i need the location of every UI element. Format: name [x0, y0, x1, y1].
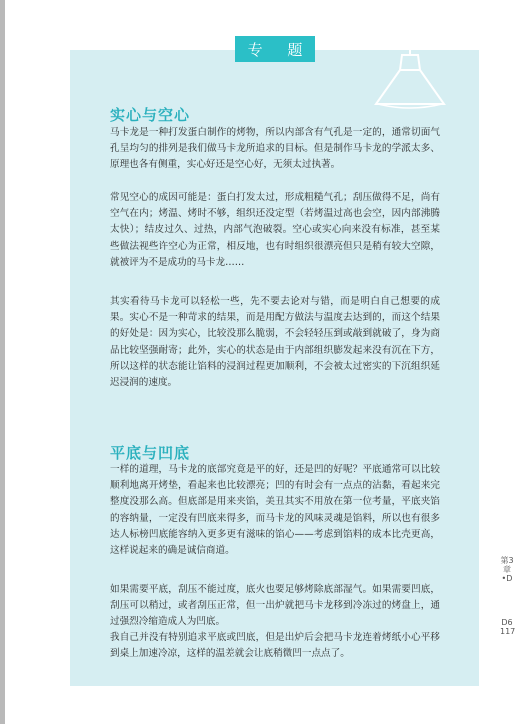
topic-banner: 专 题 [235, 36, 315, 62]
paragraph-6: 我自己并没有特别追求平底或凹底，但是出炉后会把马卡龙连着烤纸小心平移到桌上加速冷凉，这样的温差就会让底稍微凹一点点了。 [110, 632, 440, 660]
chapter-side-label: 第3章•D [500, 556, 514, 583]
paragraph-5: 如果需要平底，刮压不能过度，底火也要足够烤除底部湿气。如果需要凹底，刮压可以稍过，或者刮压正常，但一出炉就把马卡龙移到冷冻过的烤盘上，通过强烈冷缩造成人为凹底。 [110, 584, 440, 628]
section-heading-flat-concave: 平底与凹底 [110, 444, 191, 462]
paragraph-1: 马卡龙是一种打发蛋白制作的烤物，所以内部含有气孔是一定的，通常切面气孔呈均匀的排列是我们做马卡龙所追求的目标。但是制作马卡龙的学派太多、原理也各有侧重，实心好还是空心好，无须太过执著。 [110, 127, 440, 171]
paragraph-3: 其实看待马卡龙可以轻松一些，先不要去论对与错，而是明白自己想要的成果。实心不是一种苛求的结果，而是用配方做法与温度去达到的，而这个结果的好处是：因为实心，比较没那么脆弱，不会轻轻压到或敲到就破了，身为商品比较坚强耐寄；此外，实心的状态是由于内部组织膨发起来没有沉在下方，所以这样的状态能让馅料的浸润过程更加顺利，不会被太过密实的下沉组织延迟浸润的速度。 [110, 296, 440, 389]
page-number: D6 117 [500, 618, 516, 636]
paragraph-4: 一样的道理，马卡龙的底部究竟是平的好，还是凹的好呢？平底通常可以比较顺利地离开烤垫，看起来也比较漂亮；凹的有时会有一点点的沾黏，看起来完整度没那么高。但底部是用来夹馅，美丑其实不用放在第一位考量，平底夹馅的容纳量，一定没有凹底来得多，而马卡龙的风味灵魂是馅料，所以也有很多达人标榜凹底能容纳入更多更有滋味的馅心——考虑到馅料的成本比壳更高，这样说起来的确是诚信商道。 [110, 464, 440, 557]
paragraph-2: 常见空心的成因可能是：蛋白打发太过，形成粗糙气孔；刮压做得不足，尚有空气在内；烤温、烤时不够，组织还没定型（若烤温过高也会空，因内部沸腾太快）；结皮过久、过热，内部气泡破裂。空心或实心向来没有标准，甚至某些做法视些许空心为正常，相反地，也有时组织很漂亮但只是稍有较大空隙，就被评为不是成功的马卡龙…… [110, 192, 440, 268]
section-heading-solid-hollow: 实心与空心 [110, 106, 191, 124]
page-edge-bar [0, 0, 5, 724]
pendant-lamp-icon [368, 0, 450, 120]
